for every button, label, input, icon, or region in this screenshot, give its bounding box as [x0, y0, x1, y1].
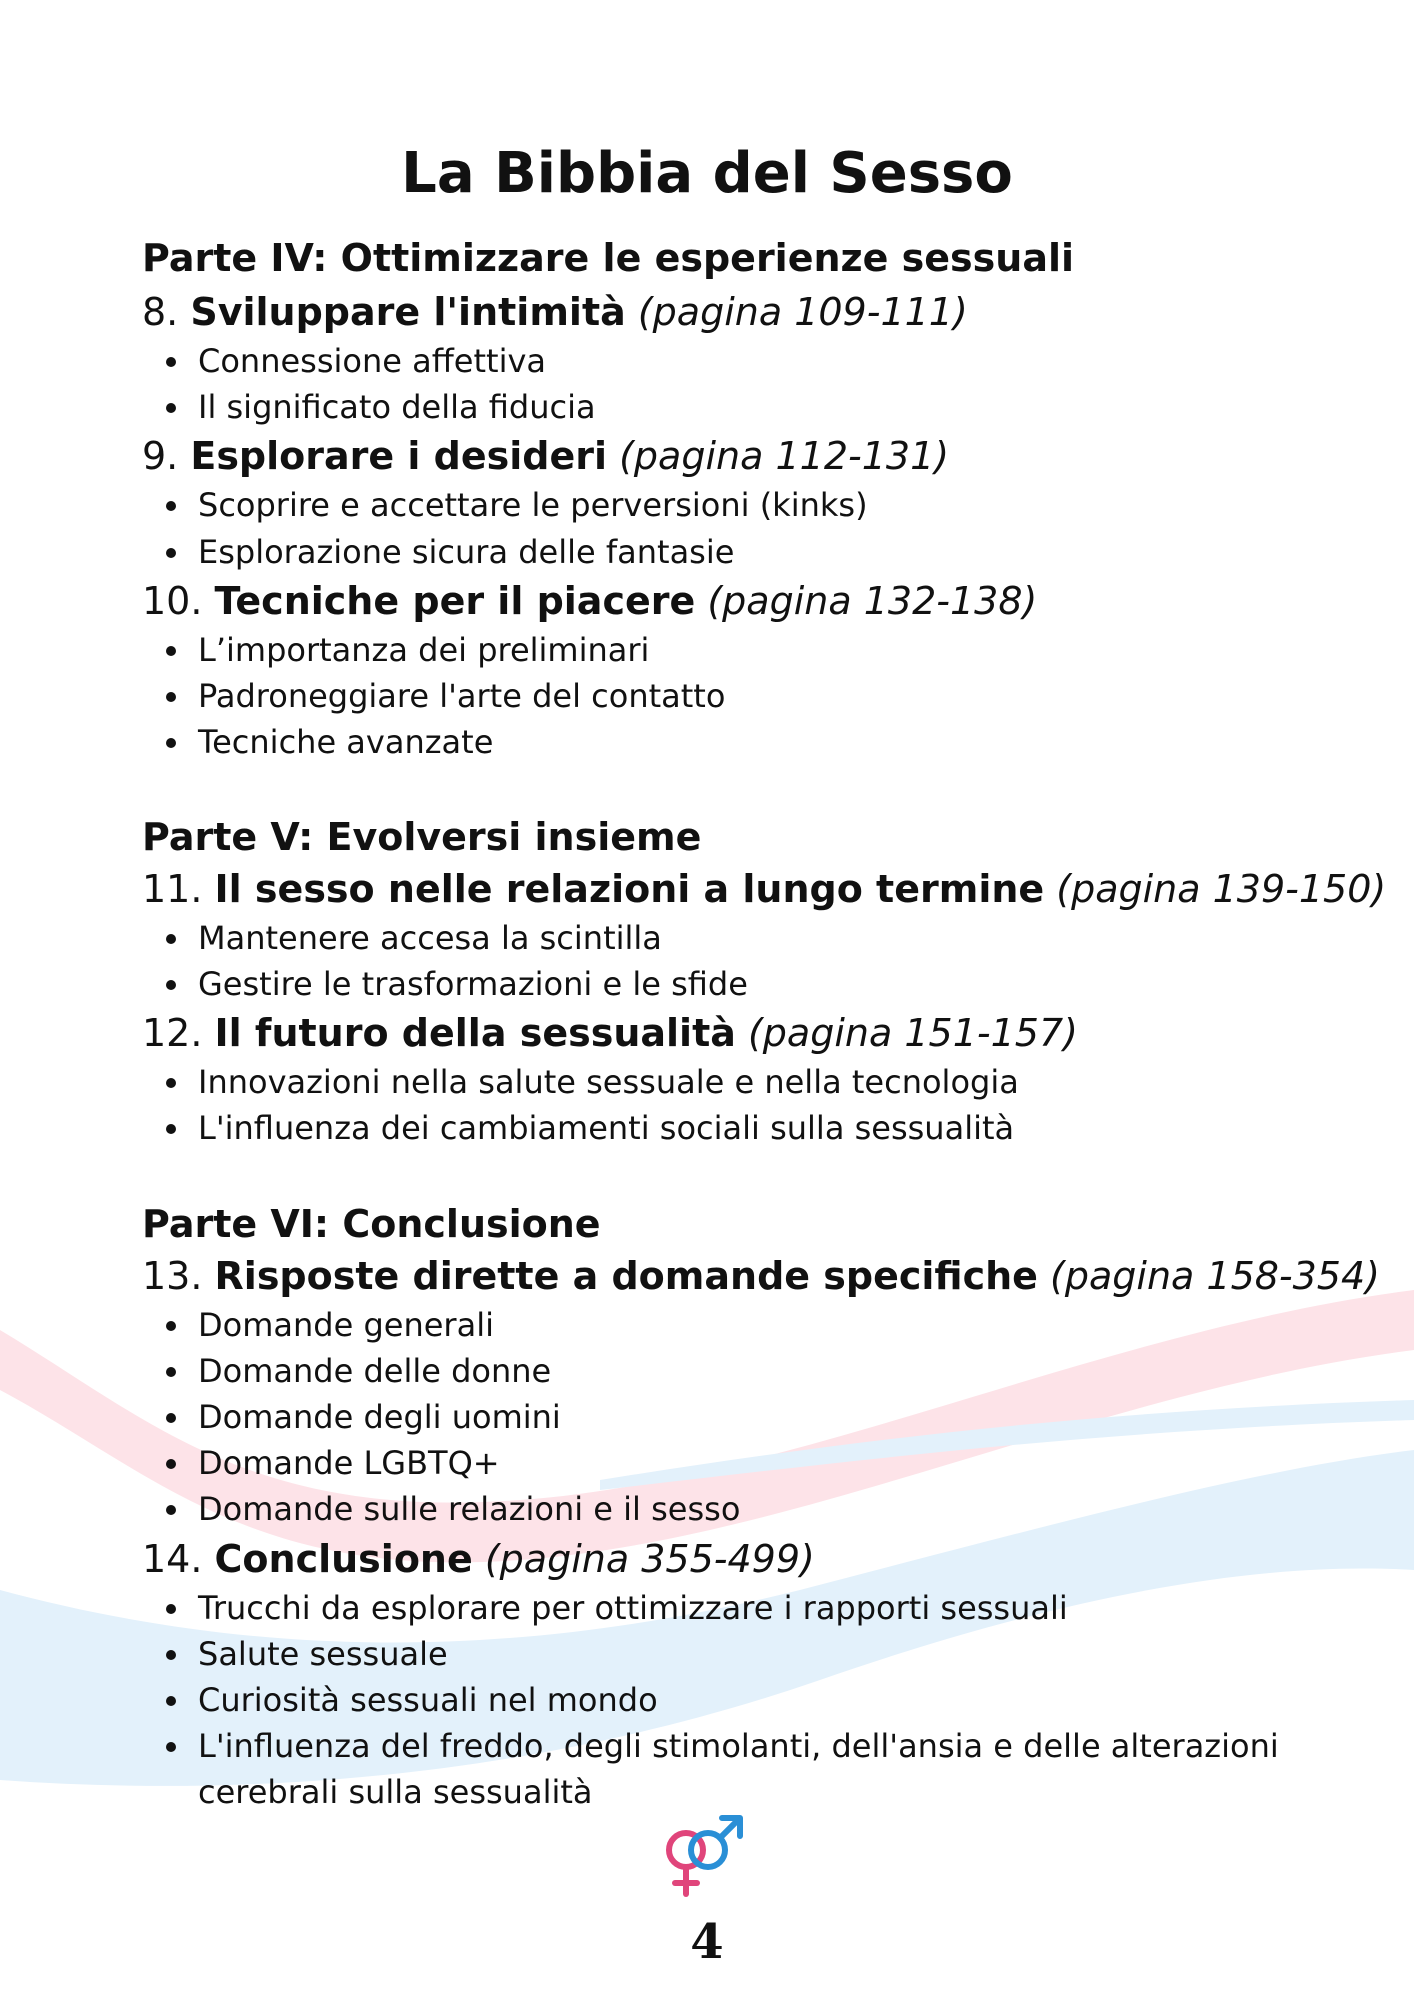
list-item: Domande degli uomini — [198, 1394, 561, 1440]
list-item: Connessione affettiva — [198, 338, 546, 384]
chapter-entry — [142, 1534, 815, 1584]
list-item: Domande LGBTQ+ — [198, 1440, 500, 1486]
chapter-entry — [142, 576, 1037, 626]
chapter-pages: (pagina 109-111) — [637, 290, 968, 334]
chapter-pages: (pagina 151-157) — [747, 1011, 1078, 1055]
chapter-entry — [142, 1251, 1380, 1301]
chapter-number: 13. — [142, 1254, 203, 1298]
list-item: Esplorazione sicura delle fantasie — [198, 529, 734, 575]
list-item-continuation: cerebrali sulla sessualità — [198, 1773, 593, 1811]
page-title: La Bibbia del Sesso — [401, 141, 1013, 206]
chapter-number: 8. — [142, 290, 179, 334]
chapter-number: 11. — [142, 867, 203, 911]
list-item: Salute sessuale — [198, 1631, 448, 1677]
list-item: Mantenere accesa la scintilla — [198, 915, 662, 961]
list-item: Domande generali — [198, 1302, 494, 1348]
list-item: L’importanza dei preliminari — [198, 627, 649, 673]
chapter-pages: (pagina 355-499) — [484, 1537, 815, 1581]
list-item: Gestire le trasformazioni e le sfide — [198, 961, 748, 1007]
chapter-number: 14. — [142, 1537, 203, 1581]
list-item: L'influenza dei cambiamenti sociali sulla sessualità — [198, 1105, 1014, 1151]
part-heading: Parte V: Evolversi insieme — [142, 815, 702, 859]
chapter-title: Il sesso nelle relazioni a lungo termine — [214, 867, 1045, 911]
list-item: Il significato della fiducia — [198, 384, 596, 430]
list-item: Padroneggiare l'arte del contatto — [198, 673, 725, 719]
gender-symbols-icon — [656, 1806, 752, 1902]
list-item: Curiosità sessuali nel mondo — [198, 1677, 658, 1723]
chapter-entry — [142, 431, 949, 481]
chapter-pages: (pagina 158-354) — [1050, 1254, 1380, 1298]
chapter-title: Conclusione — [214, 1537, 473, 1581]
chapter-number: 10. — [142, 579, 203, 623]
chapter-entry — [142, 864, 1386, 914]
chapter-pages: (pagina 132-138) — [707, 579, 1038, 623]
chapter-pages: (pagina 112-131) — [619, 434, 950, 478]
chapter-title: Tecniche per il piacere — [214, 579, 696, 623]
list-item: L'influenza del freddo, degli stimolanti, dell'ansia e delle alterazioni — [198, 1723, 1279, 1769]
chapter-entry — [142, 287, 968, 337]
chapter-entry — [142, 1008, 1078, 1058]
list-item: Trucchi da esplorare per ottimizzare i rapporti sessuali — [198, 1585, 1068, 1631]
page-number: 4 — [690, 1914, 724, 1970]
list-item: Scoprire e accettare le perversioni (kinks) — [198, 482, 868, 528]
chapter-number: 12. — [142, 1011, 203, 1055]
chapter-title: Sviluppare l'intimità — [190, 290, 626, 334]
chapter-title: Esplorare i desideri — [190, 434, 608, 478]
list-item: Domande delle donne — [198, 1348, 551, 1394]
list-item: Innovazioni nella salute sessuale e nella tecnologia — [198, 1059, 1019, 1105]
list-item: Domande sulle relazioni e il sesso — [198, 1486, 740, 1532]
part-heading: Parte IV: Ottimizzare le esperienze sessuali — [142, 236, 1075, 280]
list-item: Tecniche avanzate — [198, 719, 493, 765]
part-heading: Parte VI: Conclusione — [142, 1202, 601, 1246]
chapter-title: Risposte dirette a domande specifiche — [214, 1254, 1038, 1298]
chapter-title: Il futuro della sessualità — [214, 1011, 736, 1055]
chapter-number: 9. — [142, 434, 179, 478]
chapter-pages: (pagina 139-150) — [1056, 867, 1387, 911]
